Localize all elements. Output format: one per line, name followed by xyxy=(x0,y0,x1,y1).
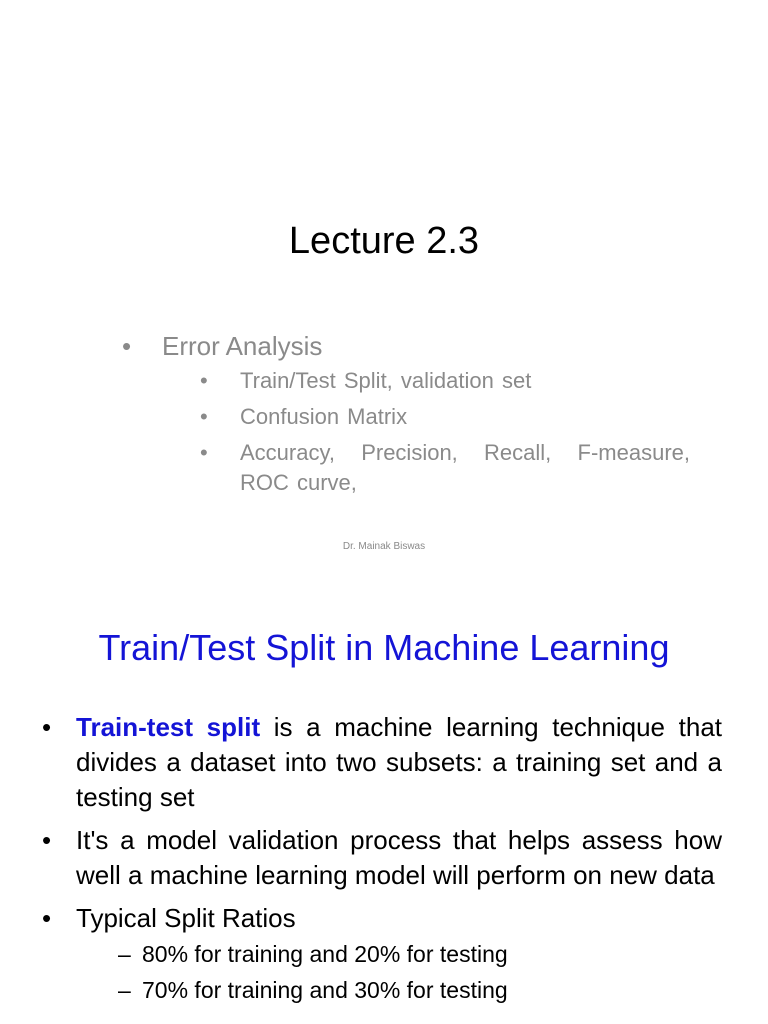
outline-subitem-metrics xyxy=(162,438,690,498)
ratio-list xyxy=(76,936,722,1008)
content-text: Typical Split Ratios xyxy=(76,903,296,933)
bullet-icon: • xyxy=(42,903,52,933)
outline-subitem-train-test-split xyxy=(162,366,662,396)
slide-footer-author: Dr. Mainak Biswas xyxy=(342,541,426,552)
bullet-icon: • xyxy=(200,368,208,393)
outline-list xyxy=(122,328,690,504)
emphasized-term: Train-test split xyxy=(76,712,261,742)
slide-title: Train/Test Split in Machine Learning xyxy=(98,627,670,668)
content-paragraph: It's a model validation process that helps assess how well a machine learning model will perform on new data xyxy=(76,825,722,890)
slide-title: Lecture 2.3 xyxy=(288,220,480,262)
dash-icon: – xyxy=(118,977,131,1003)
bullet-icon: • xyxy=(122,331,132,361)
bullet-icon: • xyxy=(42,712,52,742)
outline-subitem-label: Train/Test Split, validation set xyxy=(240,368,532,393)
dash-icon: – xyxy=(118,941,131,967)
slide-train-test-split xyxy=(0,578,768,1024)
content-text: is a machine learning technique that divides a dataset into two subsets: a training set and a testing set xyxy=(76,712,722,812)
outline-sublist xyxy=(162,366,690,498)
ratio-label: 80% for training and 20% for testing xyxy=(142,941,508,967)
ratio-item-70-30 xyxy=(76,972,722,1008)
bullet-icon: • xyxy=(42,825,52,855)
bullet-icon: • xyxy=(200,440,208,465)
content-item-split-ratios xyxy=(42,901,722,1008)
bullet-icon: • xyxy=(200,404,208,429)
outline-item-label: Error Analysis xyxy=(162,331,323,361)
content-item-definition xyxy=(42,710,722,815)
content-item-validation xyxy=(42,823,722,893)
outline-subitem-confusion-matrix xyxy=(162,402,662,432)
outline-subitem-label: Accuracy, Precision, Recall, F-measure, ROC curve, xyxy=(240,440,690,495)
outline-item-error-analysis xyxy=(122,328,690,498)
content-list xyxy=(42,710,722,1016)
ratio-label: 70% for training and 30% for testing xyxy=(142,977,508,1003)
ratio-item-80-20 xyxy=(76,936,722,972)
content-paragraph xyxy=(76,710,722,815)
outline-subitem-label: Confusion Matrix xyxy=(240,404,408,429)
